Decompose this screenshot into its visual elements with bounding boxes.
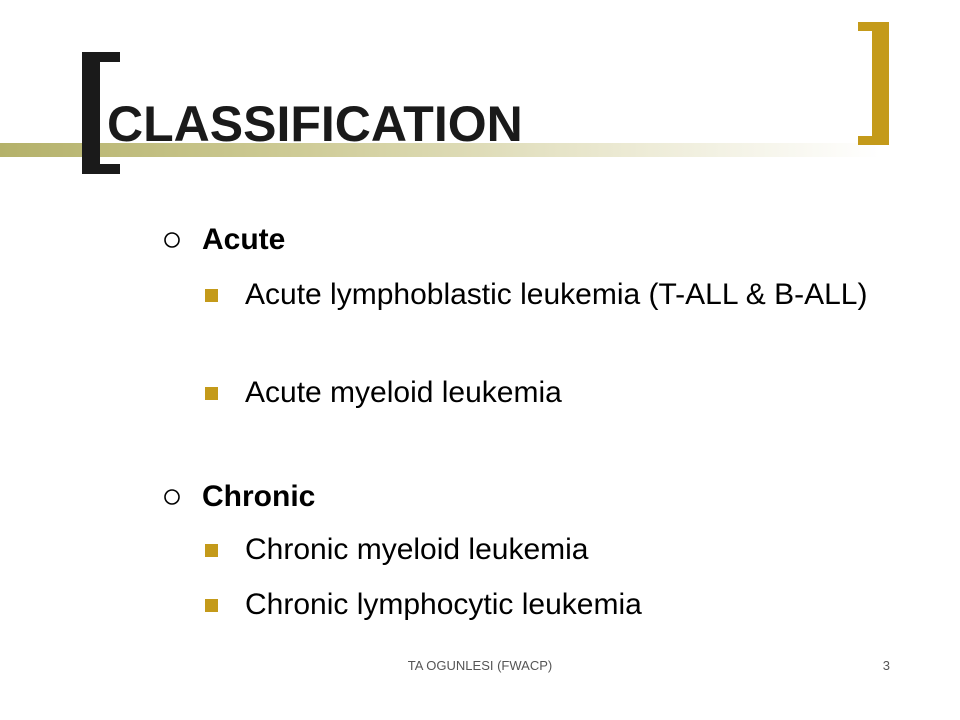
section-heading-label: Acute xyxy=(202,223,286,256)
slide-title: CLASSIFICATION xyxy=(107,96,523,152)
section-heading-label: Chronic xyxy=(202,480,316,513)
left-bracket-top xyxy=(82,52,120,62)
page-number: 3 xyxy=(882,658,890,673)
list-item-text: Chronic myeloid leukemia xyxy=(245,533,589,566)
list-item-text: Acute myeloid leukemia xyxy=(245,376,562,409)
left-bracket-bottom xyxy=(82,164,120,174)
slide-footer xyxy=(0,658,960,678)
gold-square-bullet-icon xyxy=(205,387,218,400)
gold-square-bullet-icon xyxy=(205,289,218,302)
footer-presenter: TA OGUNLESI (FWACP) xyxy=(407,658,553,673)
left-bracket-icon xyxy=(82,52,100,172)
hollow-circle-bullet-icon xyxy=(162,230,182,250)
list-item-text: Acute lymphoblastic leukemia (T-ALL & B-ALL) xyxy=(245,278,868,311)
gold-square-bullet-icon xyxy=(205,544,218,557)
right-bracket-bottom xyxy=(858,136,889,145)
hollow-circle-bullet-icon xyxy=(162,487,182,507)
right-bracket-icon xyxy=(872,22,889,144)
list-item-text: Chronic lymphocytic leukemia xyxy=(245,588,642,621)
right-bracket-top xyxy=(858,22,889,31)
gold-square-bullet-icon xyxy=(205,599,218,612)
